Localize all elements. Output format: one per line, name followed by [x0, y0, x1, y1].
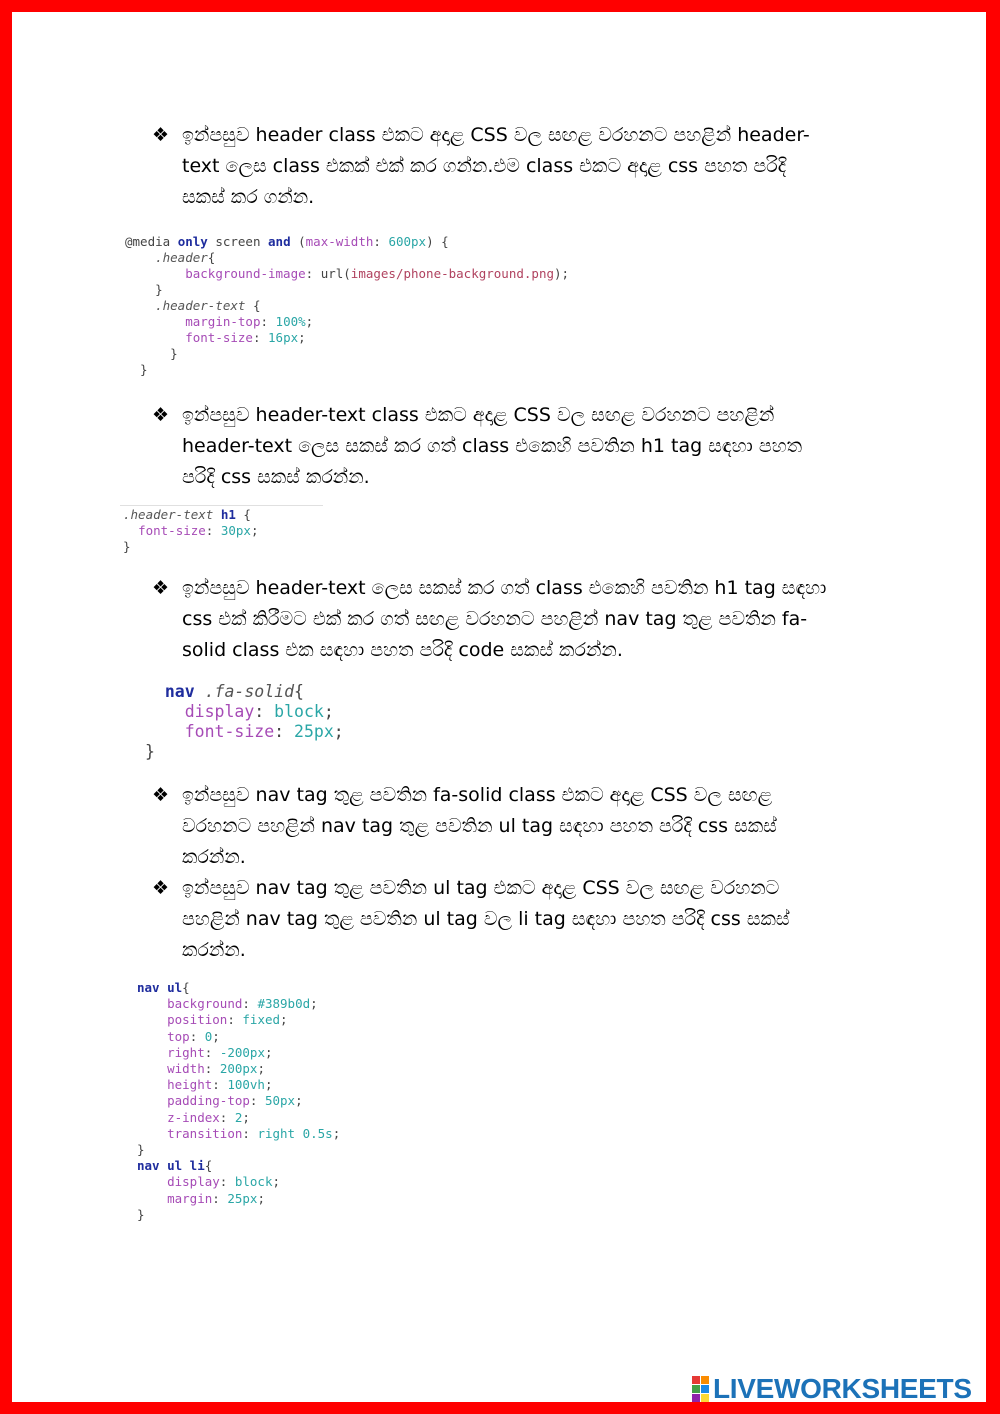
- text-line: ඉන්පසුව header-text class එකට අදාළ CSS වල සඟළ වරහනට පහළින්: [182, 404, 775, 426]
- code-line: }: [123, 539, 131, 554]
- code-line: }: [125, 362, 148, 377]
- code-line: nav ul li{: [137, 1158, 213, 1174]
- code-line: .header{: [125, 250, 216, 265]
- instruction-bullet-4: [152, 780, 872, 873]
- code-line: background: #389b0d;: [167, 996, 318, 1012]
- text-line: ඉන්පසුව header-text ලෙස සකස් කර ගත් class එකෙහි පවතින h1 tag සඳහා: [182, 577, 827, 599]
- text-line: solid class එක සඳහා පහත පරිදි code සකස් කරන්න.: [182, 639, 623, 661]
- code-line: .header-text {: [125, 298, 261, 313]
- text-line: කරන්න.: [182, 846, 246, 868]
- text-line: header-text ලෙස සකස් කර ගත් class එකෙහි පවතින h1 tag සඳහා පහත: [182, 435, 803, 457]
- code-line: display: block;: [184, 702, 334, 721]
- code-line: transition: right 0.5s;: [167, 1125, 341, 1141]
- logo-icon: [692, 1376, 709, 1402]
- text-line: කරන්න.: [182, 939, 246, 961]
- code-line: z-index: 2;: [167, 1109, 250, 1125]
- diamond-bullet-icon: ❖: [152, 577, 170, 599]
- text-line: text ලෙස class එකක් එක් කර ගන්න.එම class එකට අදාළ css පහත පරිදි: [182, 155, 787, 177]
- code-snippet-nav-ul: [137, 980, 340, 1223]
- code-line: }: [137, 1206, 145, 1222]
- logo-text: LIVEWORKSHEETS: [713, 1373, 972, 1404]
- diamond-bullet-icon: ❖: [152, 404, 170, 426]
- diamond-bullet-icon: ❖: [152, 877, 170, 899]
- code-line: width: 200px;: [167, 1061, 265, 1077]
- code-line: font-size: 30px;: [138, 523, 259, 538]
- code-line: padding-top: 50px;: [167, 1093, 303, 1109]
- code-line: }: [125, 346, 178, 361]
- instruction-bullet-2: [152, 400, 872, 493]
- code-line: }: [125, 282, 163, 297]
- logo-square: [701, 1376, 709, 1384]
- text-line: පරිදි css සකස් කරන්න.: [182, 466, 370, 488]
- instruction-text: [182, 780, 872, 873]
- code-line: margin: 25px;: [167, 1190, 265, 1206]
- code-line: background-image: url(images/phone-background.png);: [185, 266, 570, 281]
- text-line: වරහනට පහළින් nav tag තුළ පවතින ul tag සඳහා පහත පරිදි css සකස්: [182, 815, 777, 837]
- code-line: top: 0;: [167, 1028, 220, 1044]
- logo-square: [692, 1394, 700, 1402]
- code-line: }: [145, 742, 155, 761]
- logo-square: [692, 1385, 700, 1393]
- code-line: position: fixed;: [167, 1012, 288, 1028]
- text-line: css එක් කිරීමට එක් කර ගත් සඟළ වරහනට පහළින් nav tag තුළ පවතින fa-: [182, 608, 808, 630]
- code-line: display: block;: [167, 1174, 281, 1190]
- code-line: font-size: 16px;: [185, 330, 306, 345]
- code-snippet-nav-fa-solid: [145, 682, 344, 762]
- instruction-text: [182, 573, 872, 666]
- text-line: පහළින් nav tag තුළ පවතින ul tag වල li tag සඳහා පහත පරිදි css සකස්: [182, 908, 790, 930]
- text-line: ඉන්පසුව header class එකට අදාළ CSS වල සඟළ වරහනට පහළින් header-: [182, 124, 810, 146]
- text-line: සකස් කර ගන්න.: [182, 186, 315, 208]
- code-line: margin-top: 100%;: [185, 314, 314, 329]
- instruction-bullet-1: [152, 120, 872, 213]
- code-snippet-media-query: [125, 234, 569, 378]
- text-line: ඉන්පසුව nav tag තුළ පවතින ul tag එකට අදාළ CSS වල සඟළ වරහනට: [182, 877, 780, 899]
- logo-square: [701, 1394, 709, 1402]
- code-line: .header-text h1 {: [123, 507, 251, 522]
- diamond-bullet-icon: ❖: [152, 784, 170, 806]
- code-line: nav ul{: [137, 980, 190, 995]
- divider: [120, 505, 323, 506]
- instruction-text: [182, 873, 872, 966]
- code-line: font-size: 25px;: [184, 722, 344, 741]
- instruction-text: [182, 120, 872, 213]
- code-line: }: [137, 1142, 145, 1158]
- instruction-text: [182, 400, 872, 493]
- liveworksheets-logo: [692, 1374, 972, 1404]
- code-line: height: 100vh;: [167, 1077, 273, 1093]
- diamond-bullet-icon: ❖: [152, 124, 170, 146]
- code-line: right: -200px;: [167, 1044, 273, 1060]
- code-snippet-header-text-h1: [123, 507, 259, 555]
- code-line: @media only screen and (max-width: 600px) {: [125, 234, 449, 249]
- instruction-bullet-5: [152, 873, 872, 966]
- text-line: ඉන්පසුව nav tag තුළ පවතින fa-solid class එකට අදාළ CSS වල සඟළ: [182, 784, 773, 806]
- logo-square: [701, 1385, 709, 1393]
- code-line: nav .fa-solid{: [164, 682, 304, 701]
- logo-square: [692, 1376, 700, 1384]
- instruction-bullet-3: [152, 573, 872, 666]
